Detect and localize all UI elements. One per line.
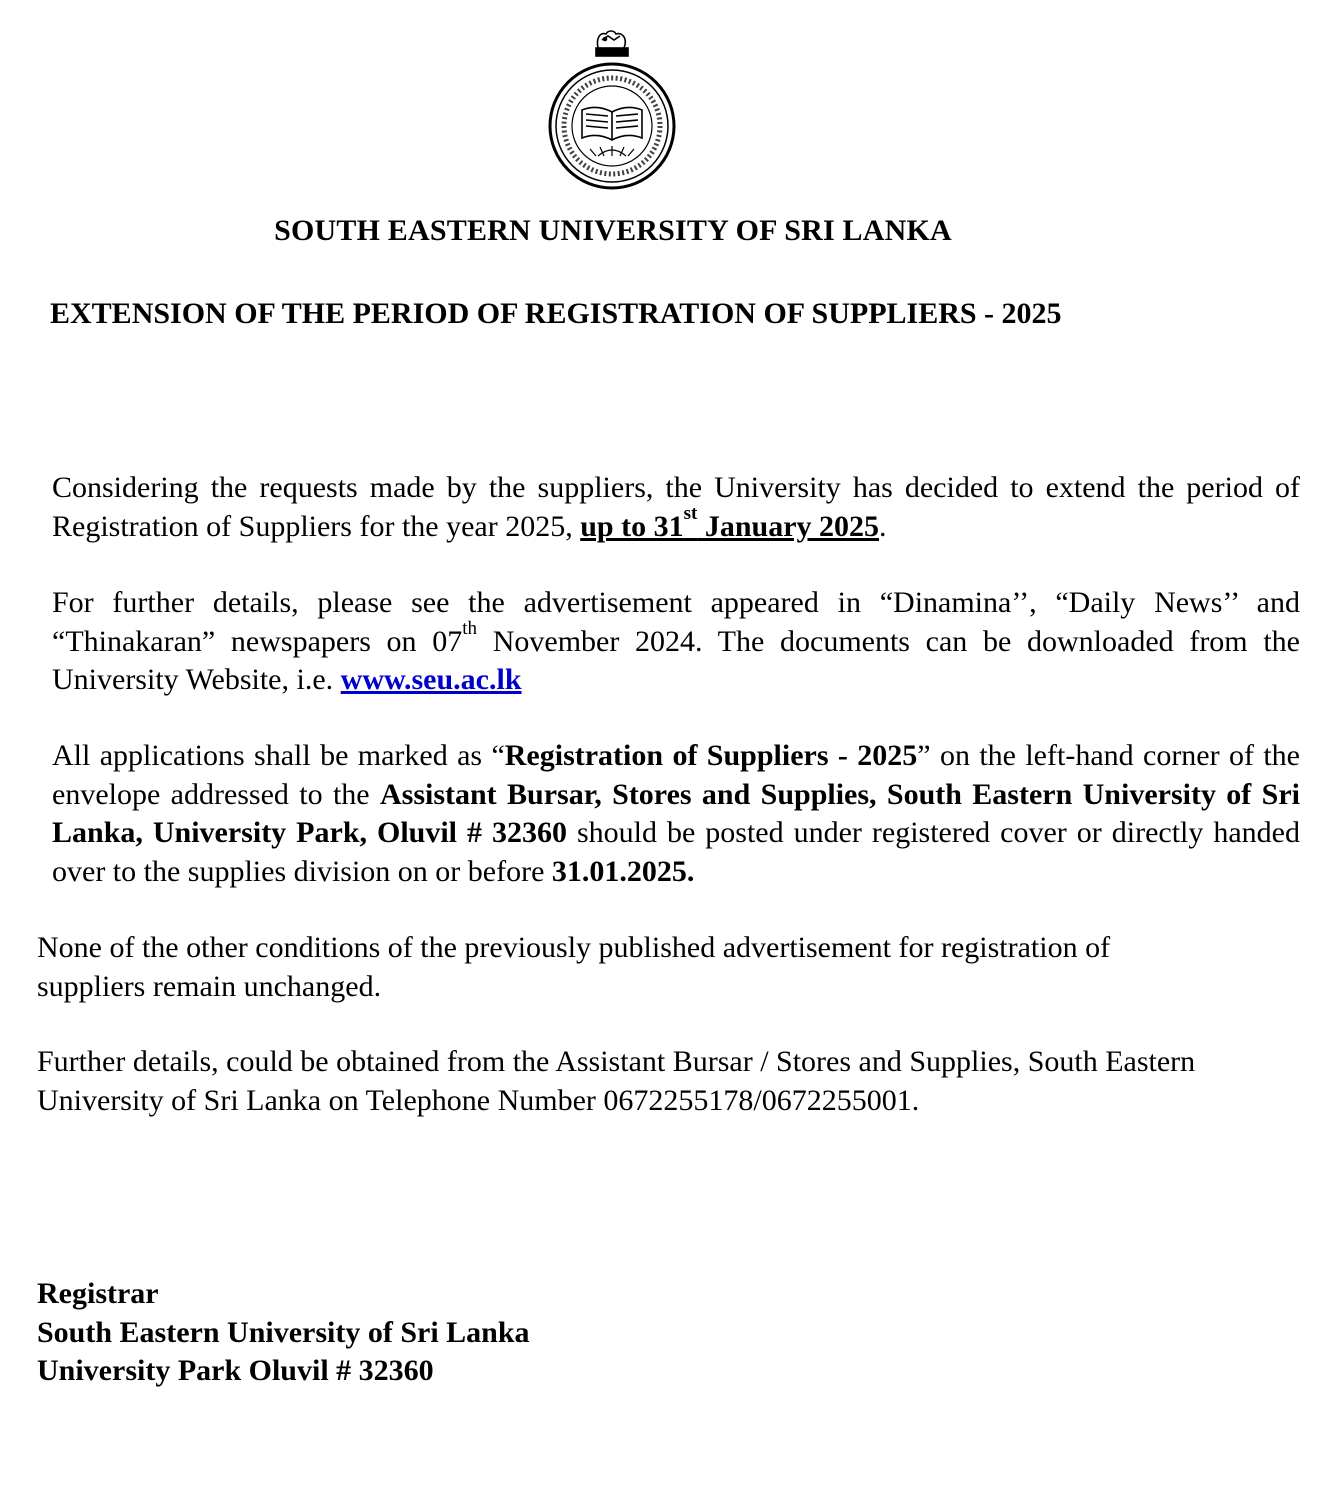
- conditions-paragraph: None of the other conditions of the previously published advertisement for registration of suppliers remain unchanged.: [37, 931, 1111, 1003]
- advertisement-text-a: For further details, please see the advertisement appeared in “Dinamina’’, “Daily News’’ and “Thinakaran” newspapers on 07: [52, 586, 1300, 658]
- applications-text-b: ” on the left-hand corner of the envelope addressed to the: [52, 739, 1300, 811]
- applications-text-a: All applications shall be marked as “: [52, 739, 505, 772]
- university-name-heading: SOUTH EASTERN UNIVERSITY OF SRI LANKA: [274, 214, 952, 247]
- advertisement-ordinal: th: [462, 617, 478, 639]
- notice-title: EXTENSION OF THE PERIOD OF REGISTRATION OF SUPPLIERS - 2025: [50, 297, 1062, 330]
- closing-date: 31.01.2025.: [551, 854, 695, 888]
- deadline-ordinal: st: [683, 502, 698, 524]
- deadline-highlight: [580, 502, 880, 543]
- extension-period: .: [879, 509, 887, 543]
- lion-crest-icon: [596, 31, 628, 56]
- advertisement-text-b: November 2024. The documents can be downloaded from the University Website, i.e.: [52, 624, 1300, 696]
- extension-paragraph: [52, 469, 1300, 546]
- deadline-text-b: January 2025: [697, 509, 880, 543]
- extension-text: Considering the requests made by the suppliers, the University has decided to extend the period of Registration of Suppliers for the year 2025,: [52, 471, 1300, 543]
- signatory-address: University Park Oluvil # 32360: [37, 1354, 434, 1387]
- university-seal-icon: [538, 28, 686, 190]
- postal-address: Assistant Bursar, Stores and Supplies, South Eastern University of Sri Lanka, University Park, Oluvil # 32360: [52, 777, 1300, 849]
- deadline-text-a: up to 31: [580, 509, 684, 543]
- signatory-title: Registrar: [37, 1277, 159, 1310]
- signatory-institution: South Eastern University of Sri Lanka: [37, 1315, 530, 1349]
- applications-paragraph: [52, 737, 1300, 891]
- contact-paragraph: Further details, could be obtained from the Assistant Bursar / Stores and Supplies, South Eastern University of Sri Lanka on Telephone Number 0672255178/0672255001.: [37, 1045, 1196, 1117]
- envelope-marking: Registration of Suppliers - 2025: [504, 739, 918, 772]
- signature-block: [37, 1275, 530, 1391]
- university-website-link[interactable]: www.seu.ac.lk: [340, 663, 522, 696]
- applications-text-c: should be posted under registered cover or directly handed over to the supplies division on or before: [52, 816, 1300, 888]
- advertisement-paragraph: [52, 584, 1300, 700]
